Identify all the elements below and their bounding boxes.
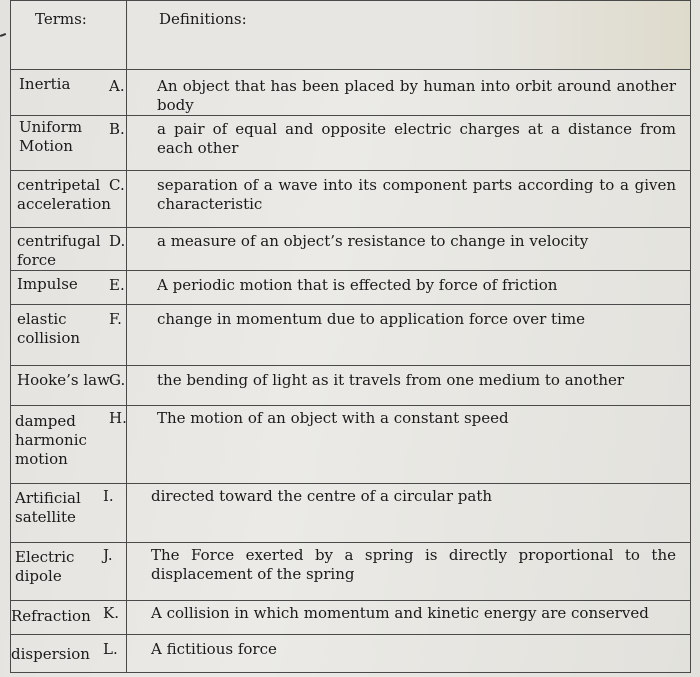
table-row: [11, 543, 691, 601]
definition-text: A collision in which momentum and kinetic energy are conserved: [151, 604, 649, 622]
table-row: [11, 366, 691, 406]
definition-text: The Force exerted by a spring is directly proportional to the displacement of the spring: [151, 546, 676, 583]
definition-item: [109, 371, 676, 390]
definition-letter: B.: [109, 120, 125, 138]
definition-cell: [109, 271, 691, 305]
header-row: [11, 1, 691, 70]
definition-item: [109, 77, 676, 115]
definition-cell: [109, 171, 691, 228]
definition-cell: [109, 305, 691, 366]
definition-letter: A.: [109, 77, 125, 95]
definition-item: [109, 232, 676, 251]
term-cell: Impulse: [11, 271, 127, 305]
definition-letter: F.: [109, 310, 122, 328]
term-cell: Uniform Motion: [11, 116, 127, 171]
definition-text: A periodic motion that is effected by force of friction: [157, 276, 558, 294]
term-cell: Inertia: [11, 70, 127, 116]
definition-text: change in momentum due to application force over time: [157, 310, 585, 328]
table-row: [11, 116, 691, 171]
term-cell: Hooke’s law: [11, 366, 127, 406]
definition-text: a pair of equal and opposite electric charges at a distance from each other: [157, 120, 676, 157]
definitions-header: Definitions:: [127, 1, 691, 70]
definition-cell: [109, 406, 691, 484]
table-row: [11, 171, 691, 228]
definition-cell: [109, 70, 691, 116]
term-cell: centrifugal force: [11, 228, 127, 271]
definition-cell: [103, 543, 691, 601]
definition-item: [103, 604, 676, 623]
definition-item: [109, 120, 676, 158]
definition-letter: K.: [103, 604, 119, 622]
table-row: [11, 305, 691, 366]
term-cell: elastic collision: [11, 305, 127, 366]
table-row: [11, 228, 691, 271]
table-row: [11, 635, 691, 673]
term-cell: Electric dipole: [11, 543, 127, 601]
terms-header: Terms:: [11, 1, 127, 70]
definition-cell: [103, 635, 691, 673]
definition-cell: [109, 366, 691, 406]
definition-text: the bending of light as it travels from one medium to another: [157, 371, 625, 389]
definition-text: directed toward the centre of a circular path: [151, 487, 493, 505]
definition-item: [103, 640, 676, 659]
definition-text: a measure of an object’s resistance to change in velocity: [157, 232, 589, 250]
table-row: [11, 70, 691, 116]
definition-cell: [103, 601, 691, 635]
term-cell: Refraction: [11, 601, 127, 635]
definition-letter: J.: [103, 546, 113, 564]
term-cell: Artificial satellite: [11, 484, 127, 543]
definition-letter: C.: [109, 176, 125, 194]
definition-cell: [109, 116, 691, 171]
term-cell: dispersion: [11, 635, 127, 673]
definition-letter: G.: [109, 371, 126, 389]
definition-letter: D.: [109, 232, 126, 250]
term-cell: centripetal acceleration: [11, 171, 127, 228]
definition-item: [109, 409, 676, 428]
definition-item: [103, 487, 676, 506]
definition-cell: [109, 228, 691, 271]
definition-letter: E.: [109, 276, 125, 294]
table-row: [11, 271, 691, 305]
table-row: [11, 406, 691, 484]
definition-text: The motion of an object with a constant speed: [157, 409, 509, 427]
definition-text: separation of a wave into its component parts according to a given characteristic: [157, 176, 676, 213]
definition-item: [103, 546, 676, 584]
definition-letter: L.: [103, 640, 118, 658]
definition-letter: H.: [109, 409, 127, 427]
term-cell: damped harmonic motion: [11, 406, 127, 484]
terms-definitions-table: [10, 0, 691, 673]
definition-item: [109, 310, 676, 329]
table-row: [11, 484, 691, 543]
table-row: [11, 601, 691, 635]
definition-letter: I.: [103, 487, 114, 505]
margin-mark: [0, 33, 6, 37]
definition-cell: [103, 484, 691, 543]
definition-text: A fictitious force: [151, 640, 277, 658]
definition-item: [109, 276, 676, 295]
definition-item: [109, 176, 676, 214]
definition-text: An object that has been placed by human into orbit around another body: [157, 77, 676, 114]
